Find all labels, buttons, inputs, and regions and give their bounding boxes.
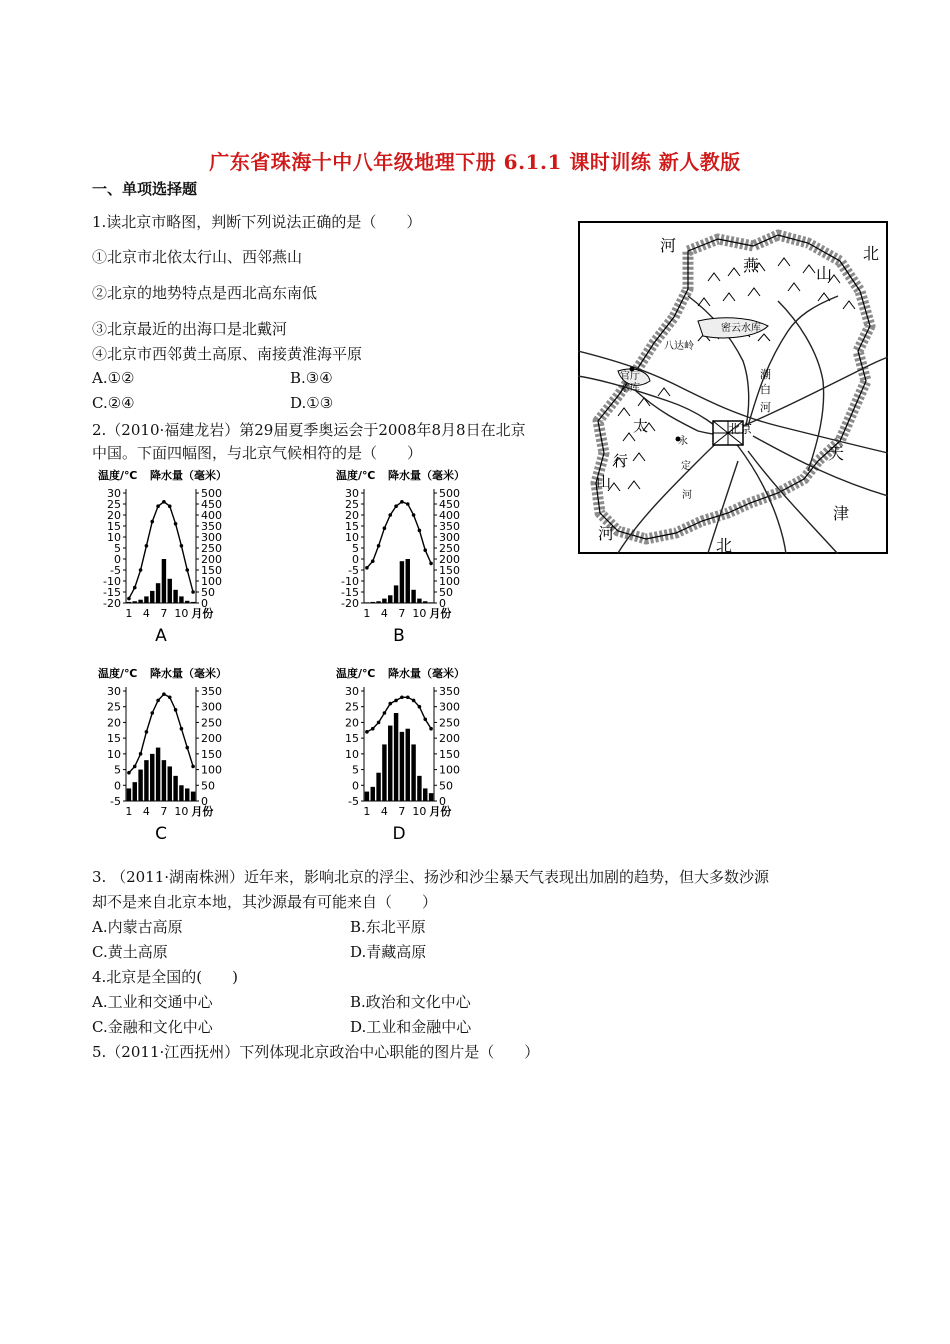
map-label-reservoir: 水库 (620, 383, 640, 394)
x-tick-label: 10 (174, 805, 189, 818)
map-label-shan-yan: 山 (816, 264, 833, 283)
y-tick-label: 0 (352, 779, 359, 793)
precip-bar (376, 773, 380, 801)
y2-tick-label: 100 (439, 575, 460, 588)
map-label-he-chaobai: 河 (760, 401, 771, 414)
precip-bar (365, 792, 369, 801)
precip-bar (173, 776, 177, 801)
y2-axis-label: 降水量（毫米） (150, 469, 227, 482)
y2-tick-label: 50 (201, 586, 215, 599)
temperature-point (365, 566, 369, 570)
chart-panel-label: A (155, 626, 167, 646)
x-tick-label: 1 (363, 607, 371, 620)
map-label-he-hebei-nw: 河 (660, 236, 677, 255)
map-label-ding: 定 (681, 461, 691, 472)
y-tick-label: -5 (110, 564, 121, 577)
chart-panel-label: B (393, 626, 405, 646)
map-label-tai: 太 (633, 417, 649, 435)
temperature-point (191, 590, 195, 594)
y2-tick-label: 300 (201, 700, 222, 714)
temperature-point (388, 513, 392, 517)
precip-bar (179, 596, 183, 603)
y-tick-label: -15 (341, 586, 359, 599)
y2-tick-label: 0 (439, 597, 446, 610)
y-axis-label: 温度/℃ (336, 667, 376, 680)
y2-tick-label: 350 (439, 685, 460, 698)
precip-bar (173, 590, 177, 603)
y2-axis-label: 降水量（毫米） (388, 469, 465, 482)
temperature-point (383, 526, 387, 530)
x-axis-label: 月份 (429, 805, 452, 818)
q4-option-c: C.金融和文化中心 (92, 1018, 213, 1036)
precip-bar (144, 596, 148, 603)
precip-bar (162, 559, 166, 603)
y-tick-label: 20 (345, 716, 359, 730)
precip-bar (411, 590, 415, 603)
temperature-point (406, 502, 410, 506)
climate-chart-c (92, 665, 252, 851)
y2-tick-label: 350 (439, 520, 460, 533)
q4-option-d: D.工业和金融中心 (350, 1018, 472, 1036)
climate-chart-svg-c (92, 665, 252, 847)
temperature-point (191, 765, 195, 769)
y2-tick-label: 350 (201, 520, 222, 533)
precip-bar (127, 788, 131, 801)
precip-bar (400, 732, 404, 801)
y-tick-label: 5 (352, 763, 359, 777)
y2-tick-label: 150 (439, 747, 460, 761)
temperature-point (394, 699, 398, 703)
y2-tick-label: 150 (201, 747, 222, 761)
precip-bar (138, 770, 142, 801)
temperature-point (185, 746, 189, 750)
temperature-point (145, 544, 149, 548)
x-tick-label: 7 (398, 607, 406, 620)
y2-tick-label: 250 (439, 716, 460, 730)
page-title: 广东省珠海十中八年级地理下册 6.1.1 课时训练 新人教版 (209, 150, 741, 174)
y-tick-label: -5 (348, 795, 359, 808)
x-tick-label: 4 (142, 805, 150, 818)
precip-bar (388, 595, 392, 603)
temperature-point (394, 504, 398, 508)
temperature-point (412, 513, 416, 517)
q3-stem-line1: 3. （2011·湖南株洲）近年来，影响北京的浮尘、扬沙和沙尘暴天气表现出加剧的趋势，但大多数沙源 (92, 868, 770, 886)
precip-bar (185, 601, 189, 603)
temperature-point (145, 730, 149, 734)
precip-bar (365, 602, 369, 603)
precip-bar (150, 591, 154, 603)
q4-stem: 4.北京是全国的( ) (92, 968, 239, 986)
temperature-point (423, 548, 427, 552)
beijing-map (578, 221, 888, 554)
temperature-point (418, 529, 422, 533)
temperature-point (180, 727, 184, 731)
precip-bar (150, 754, 154, 801)
x-tick-label: 4 (380, 805, 388, 818)
y-tick-label: 30 (107, 487, 121, 500)
precip-bar (185, 788, 189, 801)
q5-stem: 5.（2011·江西抚州）下列体现北京政治中心职能的图片是（ ） (92, 1043, 540, 1061)
temperature-point (418, 705, 422, 709)
x-tick-label: 4 (142, 607, 150, 620)
y2-tick-label: 200 (439, 553, 460, 566)
map-label-hang: 行 (613, 452, 629, 470)
q4-option-b: B.政治和文化中心 (350, 993, 471, 1011)
q1-option-a: A.①② (92, 369, 135, 387)
q3-option-c: C.黄土高原 (92, 943, 168, 961)
precip-bar (417, 599, 421, 603)
y-axis-label: 温度/℃ (336, 469, 376, 482)
temperature-point (371, 727, 375, 731)
precip-bar (406, 729, 410, 801)
y2-tick-label: 400 (201, 509, 222, 522)
temperature-line (129, 694, 193, 773)
y-tick-label: 10 (107, 531, 121, 544)
q1-statement-3: ③北京最近的出海口是北戴河 (92, 320, 288, 338)
y-tick-label: -5 (348, 564, 359, 577)
x-tick-label: 7 (398, 805, 406, 818)
q1-option-c: C.②④ (92, 394, 135, 412)
temperature-point (185, 568, 189, 572)
precip-bar (400, 561, 404, 603)
precip-bar (406, 559, 410, 603)
y2-tick-label: 0 (201, 795, 208, 808)
precip-bar (138, 600, 142, 603)
climate-chart-a (92, 467, 252, 653)
precip-bar (411, 744, 415, 801)
temperature-line (367, 697, 431, 732)
y-tick-label: 10 (107, 747, 121, 761)
precip-bar (127, 602, 131, 603)
temperature-point (139, 568, 143, 572)
y2-tick-label: 300 (439, 531, 460, 544)
temperature-point (133, 586, 137, 590)
y-tick-label: 15 (107, 732, 121, 746)
y-tick-label: -15 (103, 586, 121, 599)
temperature-point (400, 695, 404, 699)
y-tick-label: 15 (345, 732, 359, 746)
q1-statement-2: ②北京的地势特点是西北高东南低 (92, 284, 318, 302)
precip-bar (429, 602, 433, 603)
temperature-point (174, 708, 178, 712)
y-tick-label: 25 (345, 498, 359, 511)
y-tick-label: -20 (341, 597, 359, 610)
climate-chart-b (330, 467, 490, 653)
y2-axis-label: 降水量（毫米） (388, 667, 465, 680)
y-tick-label: 20 (107, 716, 121, 730)
precip-bar (394, 585, 398, 603)
y2-tick-label: 200 (439, 732, 460, 746)
y2-tick-label: 500 (201, 487, 222, 500)
x-tick-label: 7 (160, 607, 168, 620)
temperature-point (180, 544, 184, 548)
x-tick-label: 10 (412, 805, 427, 818)
temperature-point (168, 695, 172, 699)
y-tick-label: 15 (345, 520, 359, 533)
y2-tick-label: 0 (201, 597, 208, 610)
temperature-point (377, 721, 381, 725)
x-tick-label: 10 (174, 607, 189, 620)
climate-chart-svg-a (92, 467, 252, 649)
precip-bar (156, 748, 160, 801)
temperature-point (406, 695, 410, 699)
y2-tick-label: 400 (439, 509, 460, 522)
x-axis-label: 月份 (191, 805, 214, 818)
temperature-point (371, 559, 375, 563)
y2-axis-label: 降水量（毫米） (150, 667, 227, 680)
temperature-point (139, 752, 143, 756)
y-tick-label: 25 (107, 700, 121, 714)
temperature-point (156, 504, 160, 508)
y2-tick-label: 100 (201, 763, 222, 777)
y-tick-label: 0 (114, 553, 121, 566)
y-tick-label: -5 (110, 795, 121, 808)
y2-tick-label: 50 (439, 779, 453, 793)
y2-tick-label: 200 (201, 732, 222, 746)
precip-bar (394, 713, 398, 801)
x-tick-label: 1 (125, 607, 133, 620)
y2-tick-label: 250 (201, 542, 222, 555)
map-label-yan: 燕 (743, 256, 760, 275)
y2-tick-label: 200 (201, 553, 222, 566)
y-tick-label: 5 (114, 542, 121, 555)
y2-tick-label: 150 (439, 564, 460, 577)
map-label-miyun-reservoir: 密云水库 (721, 323, 761, 334)
q3-option-a: A.内蒙古高原 (92, 918, 183, 936)
y2-tick-label: 500 (439, 487, 460, 500)
chart-panel-label: C (155, 824, 167, 844)
temperature-point (174, 522, 178, 526)
precip-bar (371, 602, 375, 603)
map-label-bei-s: 北 (716, 536, 733, 554)
y2-tick-label: 250 (439, 542, 460, 555)
y2-tick-label: 150 (201, 564, 222, 577)
temperature-line (129, 502, 193, 599)
map-label-jin: 津 (833, 504, 850, 523)
precip-bar (423, 788, 427, 801)
map-label-tian: 天 (828, 444, 845, 463)
temperature-point (150, 711, 154, 715)
temperature-point (162, 500, 166, 504)
q1-stem: 1.读北京市略图，判断下列说法正确的是（ ） (92, 213, 422, 231)
q3-option-b: B.东北平原 (350, 918, 426, 936)
precip-bar (191, 792, 195, 801)
q4-option-a: A.工业和交通中心 (92, 993, 213, 1011)
q1-statement-1: ①北京市北依太行山、西邻燕山 (92, 248, 303, 266)
y2-tick-label: 350 (201, 685, 222, 698)
map-label-bei-ne: 北 (863, 244, 880, 263)
y-axis-label: 温度/℃ (98, 667, 138, 680)
x-tick-label: 10 (412, 607, 427, 620)
map-label-he-yongding: 河 (682, 490, 692, 501)
temperature-point (133, 765, 137, 769)
y-tick-label: 10 (345, 531, 359, 544)
y-tick-label: 0 (352, 553, 359, 566)
temperature-point (388, 702, 392, 706)
map-label-guanting: 官厅 (620, 371, 640, 382)
q2-stem-line1: 2.（2010·福建龙岩）第29届夏季奥运会于2008年8月8日在北京 (92, 421, 526, 439)
precip-bar (376, 601, 380, 603)
y-tick-label: 5 (114, 763, 121, 777)
y-tick-label: 5 (352, 542, 359, 555)
y2-tick-label: 0 (439, 795, 446, 808)
x-tick-label: 1 (363, 805, 371, 818)
y-tick-label: 0 (114, 779, 121, 793)
map-label-beijing: 北京 (728, 422, 753, 436)
y2-tick-label: 450 (439, 498, 460, 511)
x-tick-label: 4 (380, 607, 388, 620)
precip-bar (156, 583, 160, 603)
y-tick-label: 30 (345, 487, 359, 500)
map-label-yong: 永 (678, 436, 688, 447)
temperature-point (365, 730, 369, 734)
temperature-point (383, 711, 387, 715)
y2-tick-label: 300 (439, 700, 460, 714)
chart-panel-label: D (392, 824, 406, 844)
q2-stem-line2: 中国。下面四幅图，与北京气候相符的是（ ） (92, 444, 423, 462)
y-axis-label: 温度/℃ (98, 469, 138, 482)
map-label-he-hebei-sw: 河 (598, 524, 615, 543)
y-tick-label: 10 (345, 747, 359, 761)
temperature-point (377, 544, 381, 548)
temperature-point (429, 727, 433, 731)
y-tick-label: 30 (345, 685, 359, 698)
y2-tick-label: 100 (439, 763, 460, 777)
y-tick-label: 25 (345, 700, 359, 714)
temperature-point (162, 692, 166, 696)
precip-bar (388, 726, 392, 801)
precip-bar (168, 579, 172, 603)
y2-tick-label: 450 (201, 498, 222, 511)
q1-option-b: B.③④ (290, 369, 333, 387)
q1-option-d: D.①③ (290, 394, 334, 412)
y-tick-label: 30 (107, 685, 121, 698)
precip-bar (168, 766, 172, 801)
y2-tick-label: 50 (201, 779, 215, 793)
y-tick-label: -10 (103, 575, 121, 588)
y-tick-label: -20 (103, 597, 121, 610)
precip-bar (133, 782, 137, 801)
precip-bar (371, 787, 375, 801)
map-label-chao: 潮 (760, 368, 771, 381)
x-tick-label: 1 (125, 805, 133, 818)
climate-chart-d (330, 665, 490, 851)
precip-bar (179, 785, 183, 801)
x-axis-label: 月份 (191, 607, 214, 620)
y-tick-label: 20 (107, 509, 121, 522)
precip-bar (382, 744, 386, 801)
precip-bar (133, 601, 137, 603)
temperature-point (412, 699, 416, 703)
q3-option-d: D.青藏高原 (350, 943, 427, 961)
q1-statement-4: ④北京市西邻黄土高原、南接黄淮海平原 (92, 345, 363, 363)
y2-tick-label: 100 (201, 575, 222, 588)
precip-bar (382, 599, 386, 603)
temperature-point (127, 597, 131, 601)
y-tick-label: -10 (341, 575, 359, 588)
y2-tick-label: 50 (439, 586, 453, 599)
temperature-point (150, 520, 154, 524)
precip-bar (162, 760, 166, 801)
temperature-point (127, 771, 131, 775)
x-tick-label: 7 (160, 805, 168, 818)
temperature-point (400, 500, 404, 504)
section-heading: 一、单项选择题 (92, 180, 198, 198)
map-label-bai: 白 (760, 383, 771, 396)
temperature-point (423, 717, 427, 721)
temperature-point (168, 504, 172, 508)
y-tick-label: 25 (107, 498, 121, 511)
temperature-point (429, 562, 433, 566)
precip-bar (191, 602, 195, 603)
y-tick-label: 15 (107, 520, 121, 533)
precip-bar (423, 601, 427, 603)
precip-bar (144, 760, 148, 801)
climate-chart-svg-d (330, 665, 490, 847)
y2-tick-label: 250 (201, 716, 222, 730)
x-axis-label: 月份 (429, 607, 452, 620)
map-label-badaling: 八达岭 (664, 341, 694, 352)
temperature-point (156, 699, 160, 703)
precip-bar (417, 776, 421, 801)
y2-tick-label: 300 (201, 531, 222, 544)
precip-bar (429, 793, 433, 801)
climate-chart-svg-b (330, 467, 490, 649)
map-label-shan-taihang: 山 (596, 473, 612, 491)
temperature-line (367, 502, 431, 568)
y-tick-label: 20 (345, 509, 359, 522)
q3-stem-line2: 却不是来自北京本地，其沙源最有可能来自（ ） (92, 893, 438, 911)
